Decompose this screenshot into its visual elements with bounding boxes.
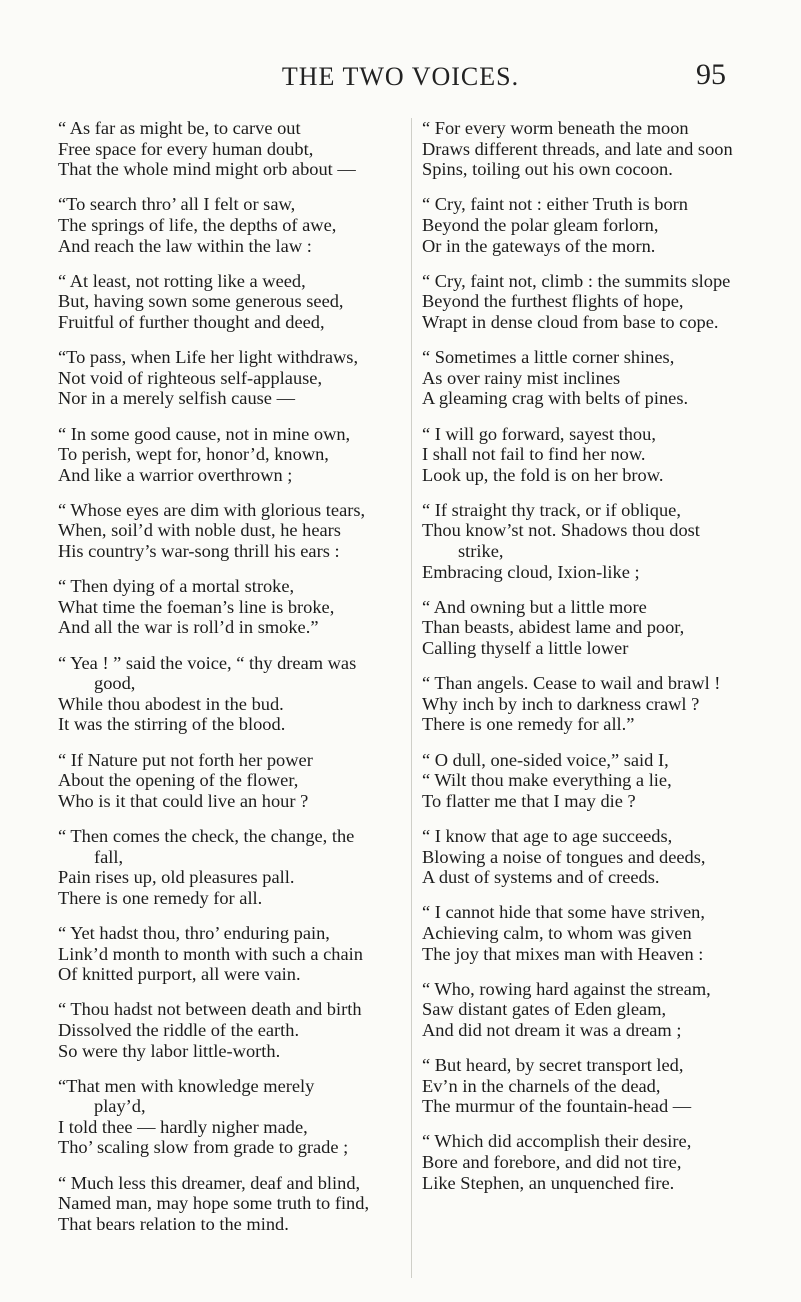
verse-line: What time the foeman’s line is broke, [58,596,335,617]
verse-line: Blowing a noise of tongues and deeds, [422,846,706,867]
verse-line: That bears relation to the mind. [58,1213,289,1234]
stanza [58,424,403,486]
verse-line: “ Wilt thou make everything a lie, [422,770,672,791]
verse-line: Ev’n in the charnels of the dead, [422,1075,661,1096]
verse-line: “That men with knowledge merely [58,1075,315,1096]
verse-line: Who is it that could live an hour ? [58,790,309,811]
verse-line: “ And owning but a little more [422,596,647,617]
verse-line: Bore and forebore, and did not tire, [422,1152,682,1173]
verse-line: “ I cannot hide that some have striven, [422,902,705,923]
stanza [422,826,767,888]
verse-line: “To pass, when Life her light withdraws, [58,347,359,368]
verse-line: “ Who, rowing hard against the stream, [422,978,711,999]
verse-line: play’d, [94,1096,146,1117]
verse-line: And did not dream it was a dream ; [422,1019,682,1040]
verse-line: Or in the gateways of the morn. [422,235,656,256]
verse-line: “ I will go forward, sayest thou, [422,423,656,444]
stanza [58,347,403,409]
verse-line: Achieving calm, to whom was given [422,922,692,943]
verse-line: A gleaming crag with belts of pines. [422,388,689,409]
stanza [422,347,767,409]
verse-line: Than beasts, abidest lame and poor, [422,617,685,638]
verse-line: “ Than angels. Cease to wail and brawl ! [422,673,721,694]
stanza [422,1055,767,1117]
verse-line: Embracing cloud, Ixion-like ; [422,561,640,582]
stanza [422,902,767,964]
verse-line: Tho’ scaling slow from grade to grade ; [58,1137,349,1158]
stanza [422,194,767,256]
verse-line: “ Which did accomplish their desire, [422,1131,692,1152]
verse-line: A dust of systems and of creeds. [422,867,660,888]
verse-line: “ If Nature put not forth her power [58,749,313,770]
verse-line: “ At least, not rotting like a weed, [58,270,306,291]
verse-line: But, having sown some generous seed, [58,291,344,312]
verse-line: good, [94,673,136,694]
verse-line: “ O dull, one-sided voice,” said I, [422,749,669,770]
stanza [58,826,403,908]
verse-line: “ In some good cause, not in mine own, [58,423,351,444]
verse-line: That the whole mind might orb about — [58,159,356,180]
stanza [58,118,403,180]
verse-line: Beyond the furthest flights of hope, [422,291,684,312]
verse-line: The murmur of the fountain-head — [422,1096,692,1117]
stanza [422,424,767,486]
verse-line: Not void of righteous self-applause, [58,367,323,388]
verse-line: And all the war is roll’d in smoke.” [58,617,319,638]
stanza [58,194,403,256]
verse-line: There is one remedy for all. [58,887,263,908]
verse-line: Spins, toiling out his own cocoon. [422,159,673,180]
verse-line: “ Cry, faint not, climb : the summits slope [422,270,731,291]
right-column [422,118,767,1208]
verse-line: Link’d month to month with such a chain [58,943,363,964]
page-number: 95 [696,58,726,91]
verse-line: I told thee — hardly nigher made, [58,1116,308,1137]
verse-line: fall, [94,846,124,867]
stanza [58,999,403,1061]
verse-line: “ Sometimes a little corner shines, [422,347,675,368]
stanza [58,271,403,333]
verse-line: strike, [458,541,504,562]
verse-line: “ Much less this dreamer, deaf and blind, [58,1172,361,1193]
verse-line: “ Then comes the check, the change, the [58,825,355,846]
stanza [422,673,767,735]
stanza [58,576,403,638]
verse-line: Look up, the fold is on her brow. [422,464,664,485]
left-column [58,118,403,1249]
stanza [58,653,403,735]
column-divider [411,118,412,1278]
verse-line: “ I know that age to age succeeds, [422,825,673,846]
verse-line: Free space for every human doubt, [58,138,314,159]
stanza [58,1076,403,1158]
verse-line: Saw distant gates of Eden gleam, [422,999,667,1020]
verse-line: To perish, wept for, honor’d, known, [58,444,329,465]
verse-line: Like Stephen, an unquenched fire. [422,1172,675,1193]
stanza [58,750,403,812]
verse-line: Pain rises up, old pleasures pall. [58,867,295,888]
verse-line: “ Whose eyes are dim with glorious tears, [58,499,366,520]
verse-line: Calling thyself a little lower [422,638,629,659]
verse-line: “ Yet hadst thou, thro’ enduring pain, [58,922,330,943]
verse-line: Draws different threads, and late and soon [422,138,733,159]
verse-line: “ As far as might be, to carve out [58,118,301,138]
stanza [422,750,767,812]
verse-line: So were thy labor little-worth. [58,1040,281,1061]
verse-line: Of knitted purport, all were vain. [58,964,301,985]
verse-line: “ Thou hadst not between death and birth [58,999,362,1020]
stanza [58,500,403,562]
verse-line: Named man, may hope some truth to find, [58,1193,370,1214]
stanza [422,271,767,333]
verse-line: Fruitful of further thought and deed, [58,311,325,332]
stanza [422,597,767,659]
verse-line: The joy that mixes man with Heaven : [422,943,704,964]
verse-line: When, soil’d with noble dust, he hears [58,520,341,541]
verse-line: “ Yea ! ” said the voice, “ thy dream was [58,652,357,673]
verse-line: There is one remedy for all.” [422,714,635,735]
verse-line: Thou know’st not. Shadows thou dost [422,520,700,541]
stanza [422,979,767,1041]
verse-line: As over rainy mist inclines [422,367,621,388]
verse-line: “ For every worm beneath the moon [422,118,689,138]
verse-line: “ If straight thy track, or if oblique, [422,499,681,520]
verse-line: “ But heard, by secret transport led, [422,1055,684,1076]
verse-line: To flatter me that I may die ? [422,790,636,811]
verse-line: The springs of life, the depths of awe, [58,214,337,235]
verse-line: And like a warrior overthrown ; [58,464,293,485]
stanza [58,923,403,985]
stanza [422,118,767,180]
verse-line: Beyond the polar gleam forlorn, [422,214,659,235]
verse-line: Why inch by inch to darkness crawl ? [422,693,700,714]
verse-line: I shall not fail to find her now. [422,444,646,465]
stanza [422,1131,767,1193]
verse-line: Nor in a merely selfish cause — [58,388,295,409]
running-title: THE TWO VOICES. [281,62,520,91]
verse-line: “To search thro’ all I felt or saw, [58,194,296,215]
verse-line: Dissolved the riddle of the earth. [58,1019,300,1040]
verse-line: His country’s war-song thrill his ears : [58,541,340,562]
stanza [58,1173,403,1235]
verse-line: And reach the law within the law : [58,235,312,256]
verse-line: Wrapt in dense cloud from base to cope. [422,311,719,332]
stanza [422,500,767,582]
verse-line: “ Cry, faint not : either Truth is born [422,194,688,215]
page-header [0,58,801,102]
verse-line: It was the stirring of the blood. [58,714,286,735]
verse-line: About the opening of the flower, [58,770,299,791]
verse-line: “ Then dying of a mortal stroke, [58,576,295,597]
verse-line: While thou abodest in the bud. [58,693,284,714]
